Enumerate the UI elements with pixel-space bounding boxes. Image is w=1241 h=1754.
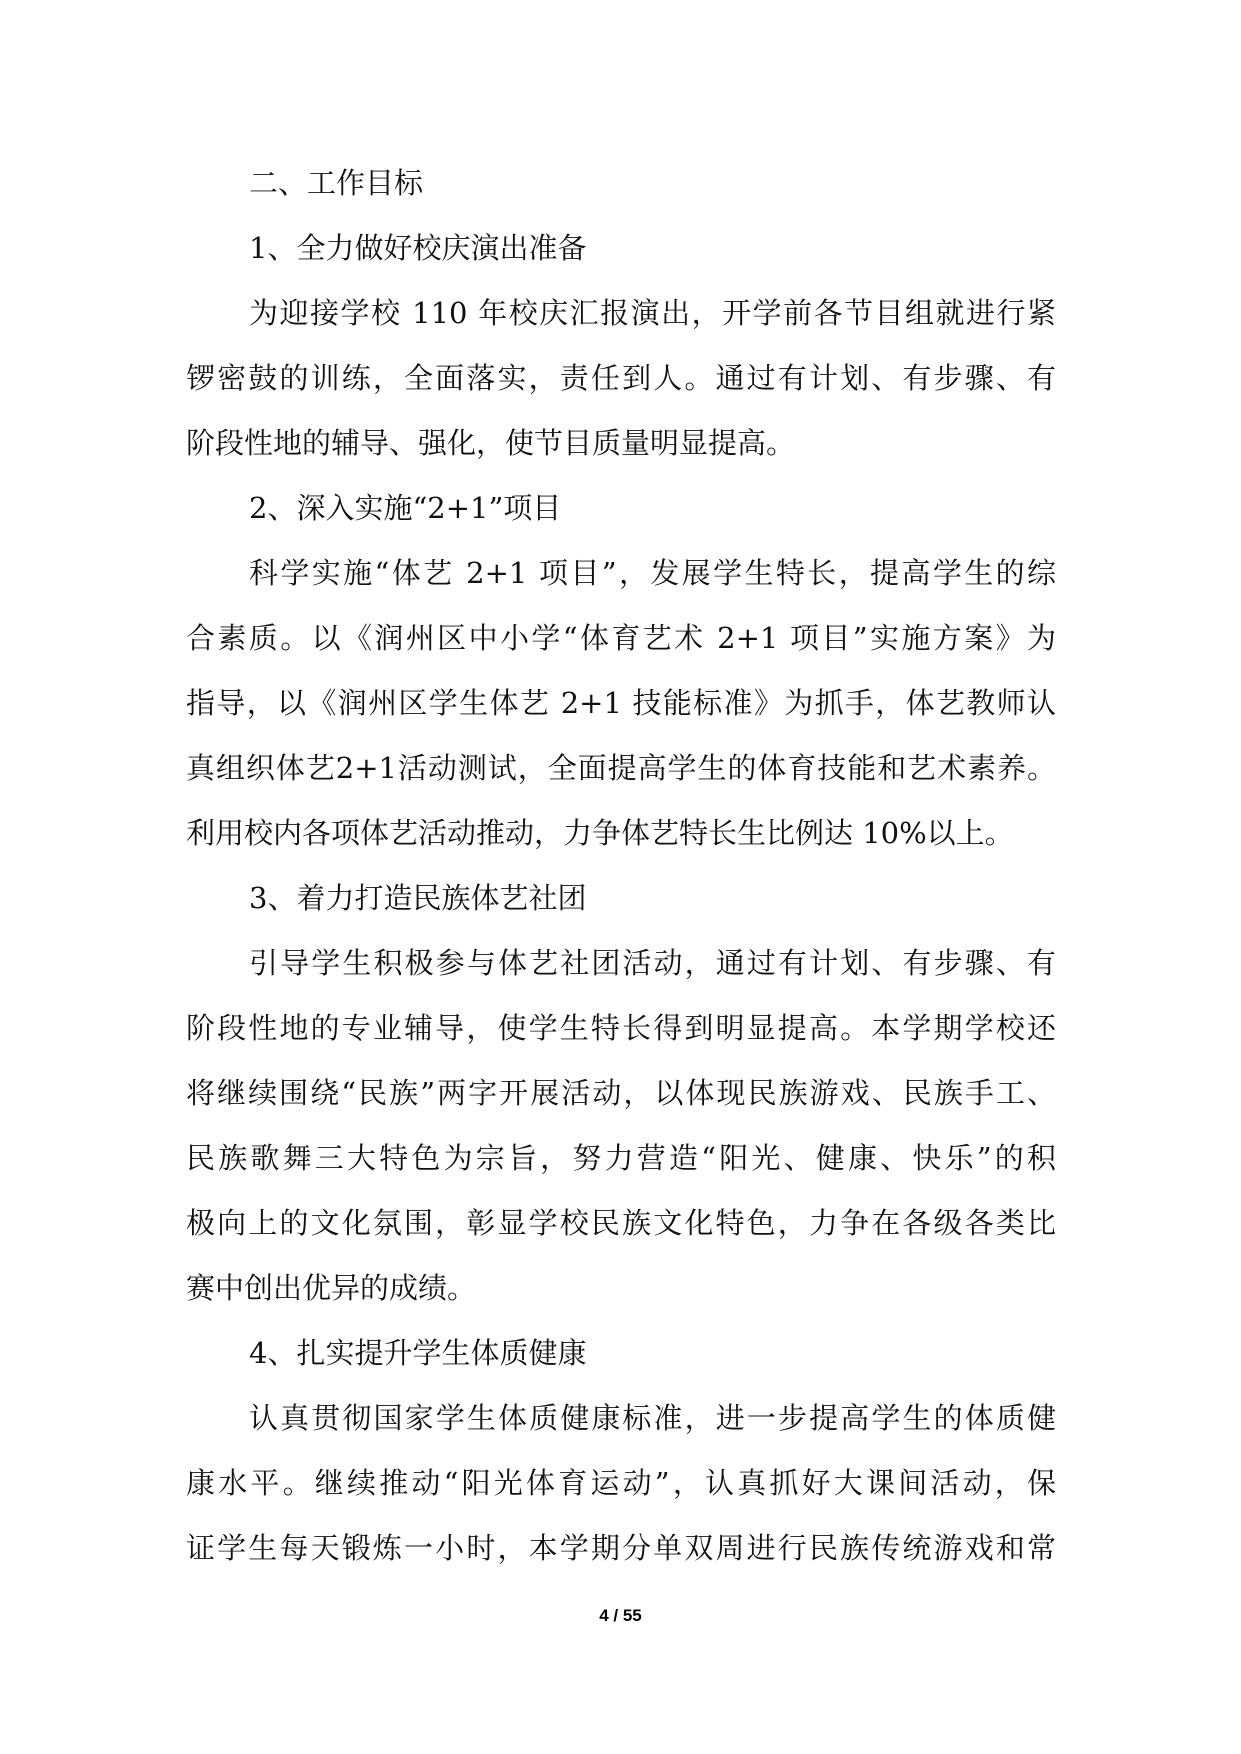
paragraph-line: 认真贯彻国家学生体质健康标准，进一步提高学生的体质健 xyxy=(249,1401,1056,1435)
paragraph-line: 将继续围绕“民族”两字开展活动，以体现民族游戏、民族手工、 xyxy=(186,1076,1056,1110)
paragraph-line: 科学实施“体艺 2+1 项目”，发展学生特长，提高学生的综 xyxy=(249,556,1056,590)
section-heading: 二、工作目标 xyxy=(249,166,424,200)
paragraph-line: 赛中创出优异的成绩。 xyxy=(186,1271,477,1305)
subsection-heading: 2、深入实施“2+1”项目 xyxy=(249,491,562,525)
subsection-heading: 3、着力打造民族体艺社团 xyxy=(249,881,587,915)
paragraph-line: 指导，以《润州区学生体艺 2+1 技能标准》为抓手，体艺教师认 xyxy=(186,686,1056,720)
paragraph-line: 引导学生积极参与体艺社团活动，通过有计划、有步骤、有 xyxy=(249,946,1056,980)
paragraph-line: 民族歌舞三大特色为宗旨，努力营造“阳光、健康、快乐”的积 xyxy=(186,1141,1056,1175)
paragraph-line: 合素质。以《润州区中小学“体育艺术 2+1 项目”实施方案》为 xyxy=(186,621,1056,655)
paragraph-line: 极向上的文化氛围，彰显学校民族文化特色，力争在各级各类比 xyxy=(186,1206,1056,1240)
paragraph-line: 康水平。继续推动“阳光体育运动”，认真抓好大课间活动，保 xyxy=(186,1466,1056,1500)
paragraph-line: 阶段性地的专业辅导，使学生特长得到明显提高。本学期学校还 xyxy=(186,1011,1056,1045)
paragraph-line: 锣密鼓的训练，全面落实，责任到人。通过有计划、有步骤、有 xyxy=(186,361,1056,395)
paragraph-line: 为迎接学校 110 年校庆汇报演出，开学前各节目组就进行紧 xyxy=(249,296,1056,330)
page-number: 4 / 55 xyxy=(599,1606,642,1625)
paragraph-line: 阶段性地的辅导、强化，使节目质量明显提高。 xyxy=(186,426,796,460)
paragraph-line: 证学生每天锻炼一小时，本学期分单双周进行民族传统游戏和常 xyxy=(186,1531,1056,1565)
subsection-heading: 1、全力做好校庆演出准备 xyxy=(249,231,587,265)
document-body xyxy=(186,151,1056,1581)
subsection-heading: 4、扎实提升学生体质健康 xyxy=(249,1336,587,1370)
paragraph-line: 真组织体艺2+1活动测试，全面提高学生的体育技能和艺术素养。 xyxy=(186,751,1056,785)
paragraph-line: 利用校内各项体艺活动推动，力争体艺特长生比例达 10%以上。 xyxy=(186,816,1014,850)
